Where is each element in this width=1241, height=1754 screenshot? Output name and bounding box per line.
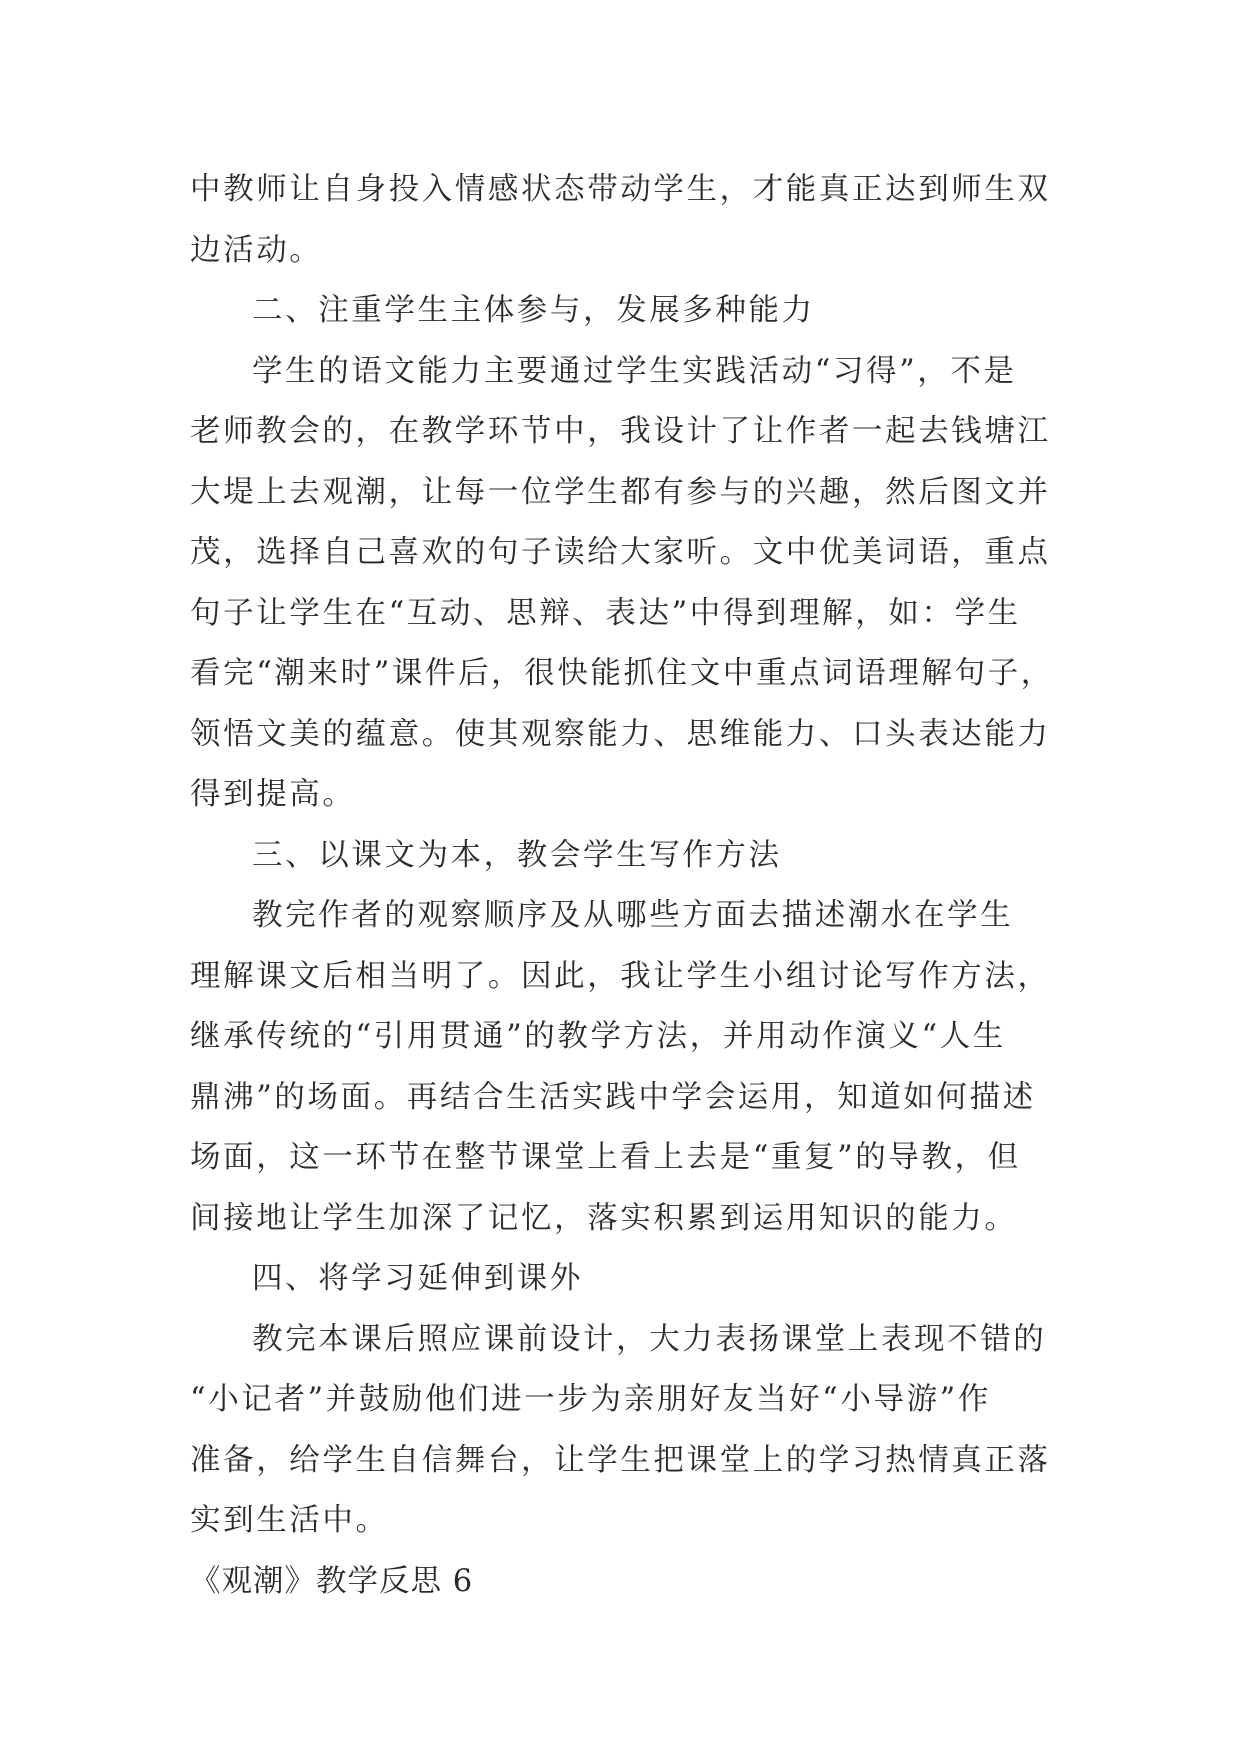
- paragraph-line: 茂，选择自己喜欢的句子读给大家听。文中优美词语，重点: [190, 535, 1051, 570]
- paragraph-line: 大堤上去观潮，让每一位学生都有参与的兴趣，然后图文并: [190, 474, 1051, 510]
- paragraph-line: 准备，给学生自信舞台，让学生把课堂上的学习热情真正落: [190, 1442, 1051, 1478]
- section-heading-2: 二、注重学生主体参与，发展多种能力: [252, 293, 815, 328]
- paragraph-line: 得到提高。: [190, 777, 356, 812]
- paragraph-line: 教完本课后照应课前设计，大力表扬课堂上表现不错的: [252, 1321, 1047, 1357]
- paragraph-line: 鼎沸”的场面。再结合生活实践中学会运用，知道如何描述: [190, 1079, 1036, 1115]
- paragraph-line: 理解课文后相当明了。因此，我让学生小组讨论写作方法，: [190, 958, 1051, 994]
- section-heading-3: 三、以课文为本，教会学生写作方法: [252, 837, 782, 873]
- paragraph-line: 老师教会的，在教学环节中，我设计了让作者一起去钱塘江: [190, 414, 1051, 449]
- section-title: 《观潮》教学反思 6: [190, 1563, 474, 1599]
- paragraph-line: 学生的语文能力主要通过学生实践活动“习得”，不是: [252, 353, 1017, 389]
- paragraph-line: 句子让学生在“互动、思辩、表达”中得到理解，如：学生: [190, 595, 1021, 631]
- paragraph-line: 边活动。: [190, 232, 323, 268]
- paragraph-line: 领悟文美的蕴意。使其观察能力、思维能力、口头表达能力: [190, 716, 1051, 752]
- paragraph-line: 教完作者的观察顺序及从哪些方面去描述潮水在学生: [252, 898, 1014, 933]
- paragraph-line: 中教师让自身投入情感状态带动学生，才能真正达到师生双: [190, 172, 1051, 207]
- paragraph-line: 实到生活中。: [190, 1503, 389, 1538]
- section-heading-4: 四、将学习延伸到课外: [252, 1261, 583, 1296]
- document-body: [190, 160, 1052, 1612]
- paragraph-line: 继承传统的“引用贯通”的教学方法，并用动作演义“人生: [190, 1019, 1006, 1054]
- paragraph-line: 看完“潮来时”课件后，很快能抓住文中重点词语理解句子，: [190, 656, 1054, 691]
- paragraph-line: 场面，这一环节在整节课堂上看上去是“重复”的导教，但: [190, 1140, 1021, 1175]
- paragraph-line: “小记者”并鼓励他们进一步为亲朋好友当好“小导游”作: [190, 1382, 991, 1417]
- paragraph-line: 间接地让学生加深了记忆，落实积累到运用知识的能力。: [190, 1200, 1018, 1236]
